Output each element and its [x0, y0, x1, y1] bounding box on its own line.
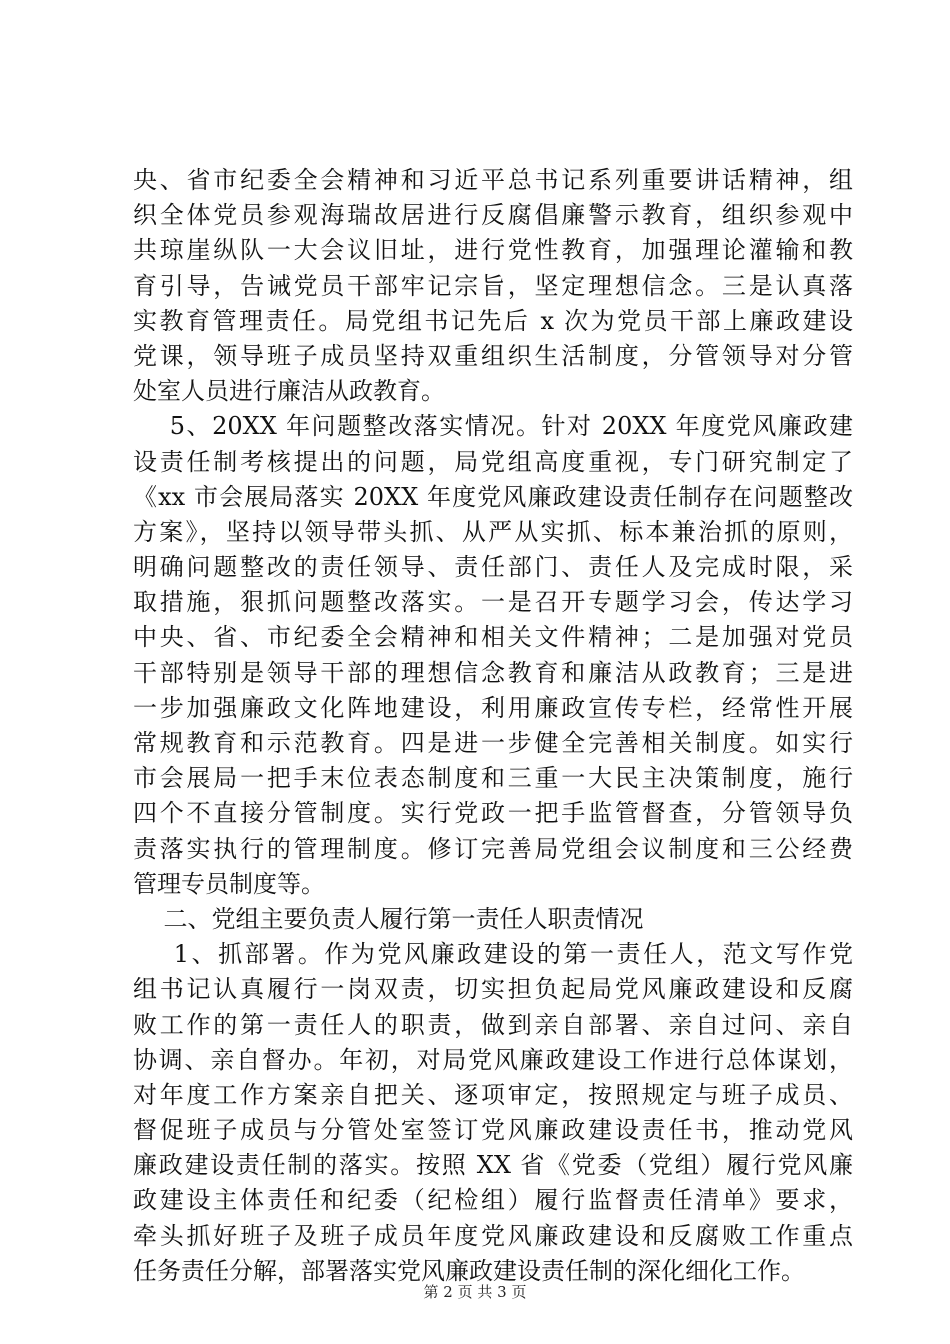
- text-line: 常规教育和示范教育。四是进一步健全完善相关制度。如实行: [133, 729, 853, 757]
- text-line: 1、抓部署。作为党风廉政建设的第一责任人，范文写作党: [133, 940, 853, 969]
- text-line: 处室人员进行廉洁从政教育。: [133, 377, 445, 406]
- text-line: 廉政建设责任制的落实。按照 XX 省《党委（党组）履行党风廉: [133, 1151, 853, 1180]
- text-line: 干部特别是领导干部的理想信念教育和廉洁从政教育；三是进: [133, 658, 853, 687]
- text-line: 对年度工作方案亲自把关、逐项审定，按照规定与班子成员、: [133, 1080, 853, 1109]
- text-line: 牵头抓好班子及班子成员年度党风廉政建设和反腐败工作重点: [133, 1221, 853, 1250]
- text-line: 党课，领导班子成员坚持双重组织生活制度，分管领导对分管: [133, 341, 853, 370]
- text-line: 实教育管理责任。局党组书记先后 x 次为党员干部上廉政建设: [133, 306, 853, 335]
- text-line: 管理专员制度等。: [133, 869, 325, 898]
- text-line: 育引导，告诫党员干部牢记宗旨，坚定理想信念。三是认真落: [133, 271, 853, 300]
- text-line: 设责任制考核提出的问题，局党组高度重视，专门研究制定了: [133, 447, 853, 476]
- text-line: 督促班子成员与分管处室签订党风廉政建设责任书，推动党风: [133, 1116, 853, 1145]
- document-body: [133, 163, 853, 1289]
- text-line: 织全体党员参观海瑞故居进行反腐倡廉警示教育，组织参观中: [133, 201, 853, 230]
- text-line: 市会展局一把手末位表态制度和三重一大民主决策制度，施行: [133, 764, 853, 793]
- text-line: 二、党组主要负责人履行第一责任人职责情况: [133, 904, 644, 933]
- text-line: 《xx 市会展局落实 20XX 年度党风廉政建设责任制存在问题整改: [133, 482, 853, 511]
- page-footer: 第 2 页 共 3 页: [423, 1283, 527, 1301]
- text-line: 政建设主体责任和纪委（纪检组）履行监督责任清单》要求，: [133, 1186, 853, 1215]
- text-line: 败工作的第一责任人的职责，做到亲自部署、亲自过问、亲自: [133, 1010, 853, 1039]
- text-line: 组书记认真履行一岗双责，切实担负起局党风廉政建设和反腐: [133, 975, 853, 1004]
- text-line: 任务责任分解，部署落实党风廉政建设责任制的深化细化工作。: [133, 1256, 805, 1285]
- text-line: 一步加强廉政文化阵地建设，利用廉政宣传专栏，经常性开展: [133, 693, 853, 722]
- text-line: 方案》，坚持以领导带头抓、从严从实抓、标本兼治抓的原则，: [133, 517, 853, 546]
- text-line: 中央、省、市纪委全会精神和相关文件精神；二是加强对党员: [133, 623, 853, 652]
- text-line: 5、20XX 年问题整改落实情况。针对 20XX 年度党风廉政建: [133, 412, 853, 441]
- text-line: 央、省市纪委全会精神和习近平总书记系列重要讲话精神，组: [133, 166, 853, 194]
- text-line: 明确问题整改的责任领导、责任部门、责任人及完成时限，采: [133, 553, 853, 582]
- text-line: 责落实执行的管理制度。修订完善局党组会议制度和三公经费: [133, 834, 853, 863]
- text-line: 取措施，狠抓问题整改落实。一是召开专题学习会，传达学习: [133, 588, 853, 617]
- text-line: 协调、亲自督办。年初，对局党风廉政建设工作进行总体谋划，: [133, 1045, 853, 1074]
- text-line: 共琼崖纵队一大会议旧址，进行党性教育，加强理论灌输和教: [133, 236, 853, 265]
- text-line: 四个不直接分管制度。实行党政一把手监管督查，分管领导负: [133, 799, 853, 828]
